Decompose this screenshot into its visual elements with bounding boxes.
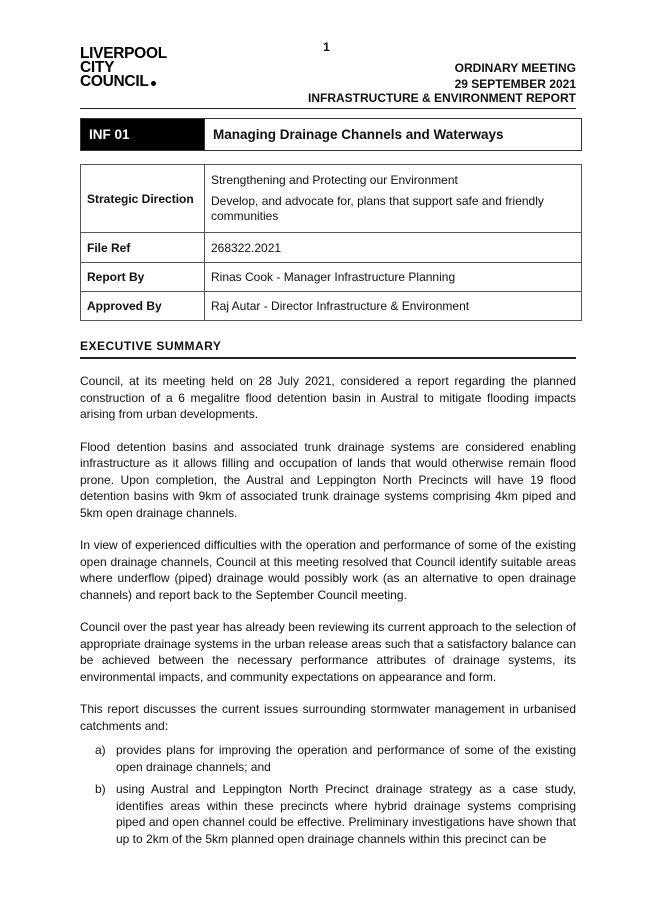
report-meta-table <box>80 164 582 321</box>
meta-row-report-by <box>81 263 582 292</box>
list-item-text: provides plans for improving the operation and performance of some of the existing open drainage channels; and <box>116 743 576 774</box>
report-by-label: Report By <box>81 263 205 292</box>
report-title: Managing Drainage Channels and Waterways <box>204 119 581 150</box>
strategic-direction-value <box>205 165 582 233</box>
list-item <box>80 742 576 775</box>
logo-dot-icon <box>151 81 156 86</box>
logo-line-3: COUNCIL <box>80 73 149 90</box>
summary-paragraph: In view of experienced difficulties with the operation and performance of some of the existing open drainage channels, Council at this meeting resolved that Council identify suitable areas where underflow (piped) drainage would possibly work (as an alternative to open drainage channels) and report back to the September Council meeting. <box>80 538 576 602</box>
report-by-value: Rinas Cook - Manager Infrastructure Planning <box>205 263 582 292</box>
summary-paragraph: This report discusses the current issues surrounding stormwater management in urbanised catchments and: <box>80 702 576 733</box>
meta-row-strategic-direction <box>81 165 582 233</box>
meta-row-approved-by <box>81 292 582 321</box>
list-item <box>80 781 576 847</box>
summary-paragraph: Flood detention basins and associated trunk drainage systems are considered enabling infrastructure as it allows filling and occupation of lands that would otherwise remain flood prone. Upon completion, the Austral and Leppington North Precincts will have 19 flood detention basins with 9km of associated trunk drainage systems comprising 4km piped and 5km open drainage channels. <box>80 439 576 520</box>
summary-paragraph: Council over the past year has already been reviewing its current approach to the selection of appropriate drainage systems in the urban release areas such that a satisfactory balance can be achieved between the necessary performance attributes of drainage systems, its environmental impacts, and community expectations on appearance and form. <box>80 620 576 684</box>
summary-paragraph: Council, at its meeting held on 28 July 2021, considered a report regarding the planned construction of a 6 megalitre flood detention basin in Austral to mitigate flooding impacts arising from urban developments. <box>80 374 576 421</box>
council-logo <box>80 47 167 89</box>
list-marker: b) <box>95 782 106 796</box>
logo-line-1: LIVERPOOL <box>80 45 167 62</box>
file-ref-value: 268322.2021 <box>205 233 582 263</box>
file-ref-label: File Ref <box>81 233 205 263</box>
logo-line-2: CITY <box>80 59 115 76</box>
approved-by-value: Raj Autar - Director Infrastructure & Environment <box>205 292 582 321</box>
meeting-type: ORDINARY MEETING <box>454 61 576 75</box>
list-marker: a) <box>95 743 106 757</box>
strategic-direction-label: Strategic Direction <box>81 165 205 233</box>
meeting-date: 29 SEPTEMBER 2021 <box>454 77 576 91</box>
executive-summary-body <box>80 373 576 853</box>
list-item-text: using Austral and Leppington North Precinct drainage strategy as a case study, identifies areas within these precincts where hybrid drainage systems comprising piped and open channel could be effective. Preliminary investigations have shown that up to 2km of the 5km planned open drainage channels within this precinct can be <box>116 782 576 846</box>
report-code: INF 01 <box>81 119 204 150</box>
approved-by-label: Approved By <box>81 292 205 321</box>
executive-summary-heading: EXECUTIVE SUMMARY <box>80 339 576 359</box>
strategic-direction-line-2: Develop, and advocate for, plans that support safe and friendly communities <box>211 194 544 223</box>
report-title-box <box>80 118 582 151</box>
page-number: 1 <box>323 40 330 54</box>
report-name: INFRASTRUCTURE & ENVIRONMENT REPORT <box>80 91 576 109</box>
meta-row-file-ref <box>81 233 582 263</box>
strategic-direction-line-1: Strengthening and Protecting our Environment <box>211 173 458 187</box>
meeting-header <box>455 60 576 92</box>
